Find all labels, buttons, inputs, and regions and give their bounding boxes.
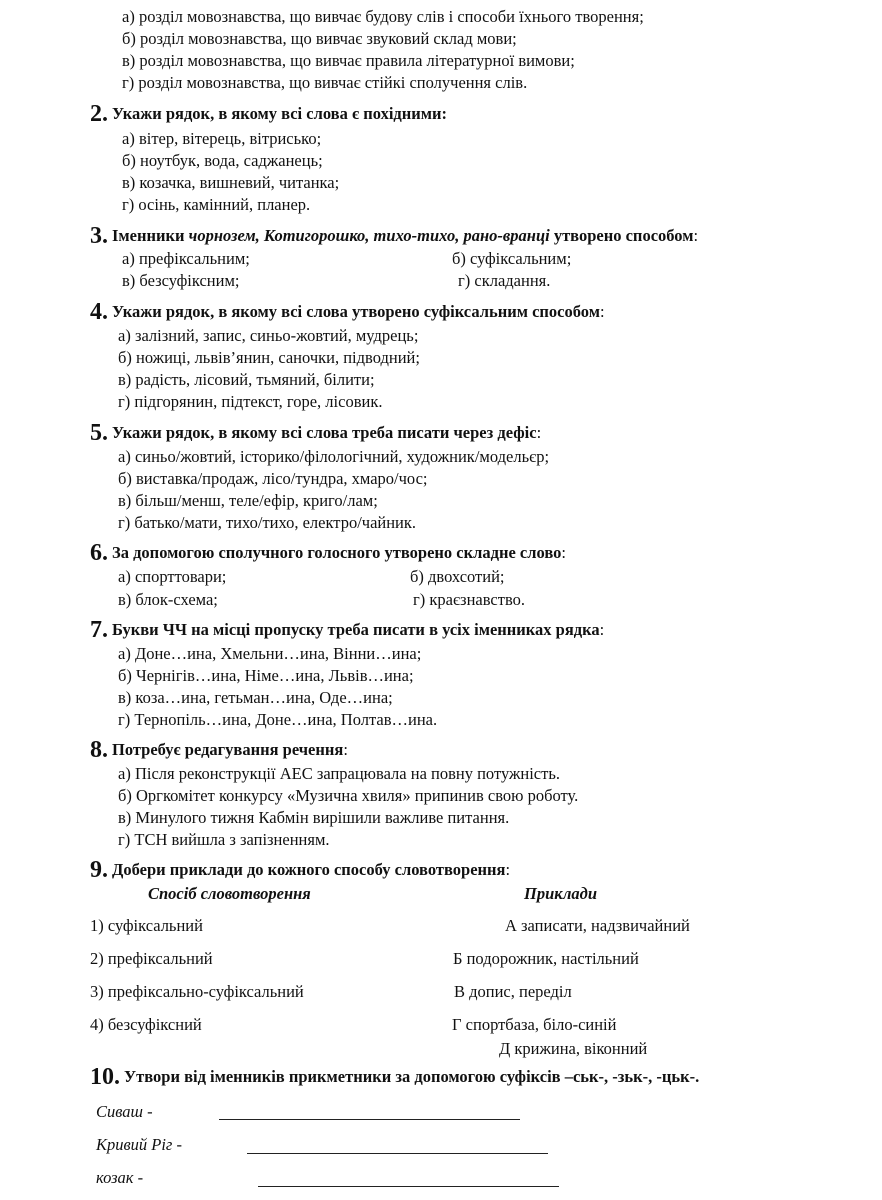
q9-example-a: А записати, надзвичайний (505, 916, 690, 935)
q6-text: За допомогою сполучного голосного утворено складне слово (112, 543, 562, 562)
q10-answer-line-1[interactable] (219, 1119, 520, 1120)
q7-option-d: г) Тернопіль…ина, Доне…ина, Полтав…ина. (118, 710, 438, 729)
q2-option-b: б) ноутбук, вода, саджанець; (122, 151, 323, 170)
q3-text-italic: чорнозем, Котигорошко, тихо-тихо, рано-вранці (188, 226, 550, 245)
q5-number: 5. (90, 420, 108, 446)
q5-option-d: г) батько/мати, тихо/тихо, електро/чайник. (118, 513, 417, 532)
q4-option-b: б) ножиці, львів’янин, саночки, підводний; (118, 348, 420, 367)
q6-heading (90, 540, 566, 566)
q4-heading (90, 299, 605, 325)
q3-option-d: г) складання. (458, 271, 551, 290)
q10-heading (90, 1064, 700, 1090)
q1-option-a: а) розділ мовознавства, що вивчає будову слів і способи їхнього творення; (122, 7, 644, 26)
q8-text: Потребує редагування речення (112, 740, 344, 759)
q6-number: 6. (90, 540, 108, 566)
q4-colon: : (599, 302, 605, 321)
q8-option-d: г) ТСН вийшла з запізненням. (118, 830, 330, 849)
q9-text: Добери приклади до кожного способу словотворення (112, 860, 506, 879)
q9-method-4: 4) безсуфіксний (90, 1015, 202, 1034)
q3-heading (90, 223, 699, 249)
q6-option-d: г) краєзнавство. (413, 590, 526, 609)
q7-number: 7. (90, 617, 108, 643)
q7-text: Букви ЧЧ на місці пропуску треба писати в усіх іменниках рядка (112, 620, 600, 639)
q4-option-c: в) радість, лісовий, тьмяний, білити; (118, 370, 375, 389)
q1-option-c: в) розділ мовознавства, що вивчає правила літературної вимови; (122, 51, 575, 70)
q9-example-b: Б подорожник, настільний (453, 949, 639, 968)
q2-number: 2. (90, 101, 108, 127)
q10-number: 10. (90, 1064, 120, 1090)
q4-text: Укажи рядок, в якому всі слова утворено суфіксальним способом (112, 302, 600, 321)
q5-colon: : (536, 423, 542, 442)
q10-text: Утвори від іменників прикметники за допомогою суфіксів –ськ-, -зьк-, -цьк-. (124, 1067, 700, 1086)
q8-option-b: б) Оргкомітет конкурсу «Музична хвиля» припинив свою роботу. (118, 786, 579, 805)
q7-option-c: в) коза…ина, гетьман…ина, Оде…ина; (118, 688, 393, 707)
q2-option-c: в) козачка, вишневий, читанка; (122, 173, 340, 192)
q1-option-d: г) розділ мовознавства, що вивчає стійкі сполучення слів. (122, 73, 528, 92)
q7-option-b: б) Чернігів…ина, Німе…ина, Львів…ина; (118, 666, 414, 685)
q5-option-b: б) виставка/продаж, лісо/тундра, хмаро/чос; (118, 469, 428, 488)
q4-option-d: г) підгорянин, підтекст, горе, лісовик. (118, 392, 383, 411)
q9-left-column-header: Спосіб словотворення (148, 884, 311, 903)
q5-heading (90, 420, 542, 446)
q2-option-d: г) осінь, камінний, планер. (122, 195, 311, 214)
q5-option-c: в) більш/менш, теле/ефір, криго/лам; (118, 491, 378, 510)
q9-number: 9. (90, 857, 108, 883)
q10-word-2: Кривий Ріг - (96, 1135, 182, 1154)
q9-colon: : (505, 860, 511, 879)
q6-option-b: б) двохсотий; (410, 567, 505, 586)
q10-answer-line-3[interactable] (258, 1186, 559, 1187)
q2-option-a: а) вітер, вітерець, вітрисько; (122, 129, 322, 148)
q10-word-1: Сиваш - (96, 1102, 153, 1121)
q9-method-3: 3) префіксально-суфіксальний (90, 982, 304, 1001)
q1-option-b: б) розділ мовознавства, що вивчає звуковий склад мови; (122, 29, 517, 48)
q3-option-b: б) суфіксальним; (452, 249, 572, 268)
q5-text: Укажи рядок, в якому всі слова треба писати через дефіс (112, 423, 537, 442)
q6-colon: : (561, 543, 566, 562)
cut-off-heading-remnant (82, 0, 202, 4)
q9-method-1: 1) суфіксальний (90, 916, 203, 935)
q2-heading (90, 101, 448, 127)
q4-option-a: а) залізний, запис, синьо-жовтий, мудрець; (118, 326, 419, 345)
q3-option-a: а) префіксальним; (122, 249, 250, 268)
q3-number: 3. (90, 223, 108, 249)
q3-text-end: утворено способом (549, 226, 694, 245)
q7-colon: : (599, 620, 605, 639)
q8-option-a: а) Після реконструкції АЕС запрацювала на повну потужність. (118, 764, 560, 783)
q9-example-e: Д крижина, віконний (499, 1039, 648, 1058)
q6-option-a: а) спорттовари; (118, 567, 227, 586)
q9-heading (90, 857, 511, 883)
q10-word-3: козак - (96, 1168, 144, 1187)
q8-colon: : (343, 740, 348, 759)
q9-example-d: Г спортбаза, біло-синій (452, 1015, 617, 1034)
q10-answer-line-2[interactable] (247, 1153, 548, 1154)
q8-number: 8. (90, 737, 108, 763)
q4-number: 4. (90, 299, 108, 325)
q3-colon: : (693, 226, 699, 245)
q7-heading (90, 617, 605, 643)
q6-option-c: в) блок-схема; (118, 590, 218, 609)
q8-option-c: в) Минулого тижня Кабмін вирішили важливе питання. (118, 808, 510, 827)
q9-right-column-header: Приклади (524, 884, 598, 903)
q2-text: Укажи рядок, в якому всі слова є похідними: (112, 104, 448, 123)
q9-method-2: 2) префіксальний (90, 949, 213, 968)
q3-option-c: в) безсуфіксним; (122, 271, 240, 290)
q7-option-a: а) Доне…ина, Хмельни…ина, Вінни…ина; (118, 644, 422, 663)
q9-example-c: В допис, переділ (454, 982, 572, 1001)
q3-text-start: Іменники (112, 226, 189, 245)
q8-heading (90, 737, 348, 763)
q5-option-a: а) синьо/жовтий, історико/філологічний, художник/модельєр; (118, 447, 550, 466)
